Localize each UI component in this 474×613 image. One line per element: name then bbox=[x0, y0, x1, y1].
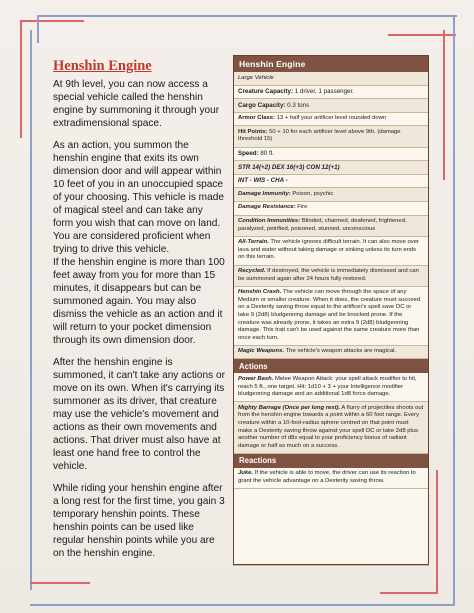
paragraph-summon: As an action, you summon the henshin engine that exits its own dimension door and will appear within 10 feet of you in an unoccupied space of your choosing. This vehicle is made of magical steel and can take any form you wish that can move on land. You are considered proficient when trying to drive this vehicle. If the henshin engine is more than 100 feet away from you for more than 15 minutes, it disappears but can be summoned again. You may also dismiss the vehicle as an action and it will return to your pocket dimension through its own dimension door. bbox=[53, 140, 225, 346]
trait-name: Recycled. bbox=[238, 268, 266, 274]
trait-name: Henshin Crash. bbox=[238, 289, 282, 296]
frame-line-blue-bottom bbox=[30, 604, 455, 606]
frame-line-red-top-left bbox=[20, 20, 22, 138]
trait-magic-weapons bbox=[234, 346, 428, 360]
action-text: A flurry of projectiles shoots out from the henshin engine towards a point within a 60 foot range. Every creature within a 10-foot-radius sphere centred on that point must make a Dexterity saving throw against your spell DC or take 2d8 plus another number of d8s equal to your proficiency bonus of radiant damage or half as much on a success. bbox=[238, 404, 424, 449]
creature-capacity bbox=[234, 86, 428, 100]
action-name: Power Bash. bbox=[238, 375, 274, 382]
vehicle-type-text: Large Vehicle bbox=[238, 74, 274, 81]
frame-line-red-bottom-left bbox=[30, 582, 90, 584]
armor-class-label: Armor Class: bbox=[238, 115, 275, 122]
armor-class bbox=[234, 113, 428, 127]
condition-immunities-value: Blinded, charmed, deafened, frightened, paralyzed, petrified, poisoned, stunned, unconscious bbox=[238, 218, 407, 232]
hit-points-label: Hit Points: bbox=[238, 128, 268, 135]
creature-capacity-label: Creature Capacity: bbox=[238, 88, 294, 96]
mental-abilities bbox=[234, 175, 428, 189]
trait-name: Magic Weapons. bbox=[238, 348, 285, 355]
left-column bbox=[53, 58, 225, 569]
damage-immunity bbox=[234, 188, 428, 202]
frame-line-red-top-right bbox=[388, 34, 456, 36]
reaction-text: If the vehicle is able to move, the driver can use its reaction to grant the vehicle advantage on a Dexterity saving throw. bbox=[238, 470, 416, 484]
speed-value: 80 ft. bbox=[258, 150, 275, 158]
reactions-header: Reactions bbox=[234, 454, 428, 468]
trait-text: The vehicle's weapon attacks are magical. bbox=[284, 348, 397, 355]
damage-resistance-value: Fire bbox=[295, 204, 308, 211]
vehicle-type bbox=[234, 72, 428, 86]
action-text: Melee Weapon Attack: your spell attack modifier to hit, reach 5 ft., one target. Hit: 1d10 + 3 + your Intelligence modifier bludgeoning damage and an additional 1d8 force damage. bbox=[238, 375, 417, 398]
trait-all-terrain bbox=[234, 237, 428, 266]
damage-resistance bbox=[234, 202, 428, 216]
damage-resistance-label: Damage Resistance: bbox=[238, 204, 296, 211]
condition-immunities-label: Condition Immunities: bbox=[238, 218, 301, 225]
condition-immunities bbox=[234, 216, 428, 237]
physical-abilities bbox=[234, 161, 428, 175]
trait-text: The vehicle ignores difficult terrain. It can also move over lava and water without taking damage or sinking unless its turn ends on this terrain. bbox=[238, 239, 419, 261]
section-title: Henshin Engine bbox=[53, 58, 152, 74]
trait-text: The vehicle can move through the space of any Medium or smaller creature. When it does, the creature must succeed on a Dexterity saving throw equal to the artificer's spell save DC or take 9 (2d8) bludgeoning damage and be knocked prone. If the creature was already prone, it takes an extra 9 (2d8) bludgeoning damage. This trait can't be used against the same creature more than once each turn. bbox=[238, 289, 421, 341]
physical-abilities-text: STR 14(+2) DEX 16(+3) CON 12(+1) bbox=[238, 163, 340, 171]
speed-label: Speed: bbox=[238, 150, 259, 158]
paragraph-driver: After the henshin engine is summoned, it can't take any actions or move on its own. When it's carrying its summoner as its driver, that creature may use the vehicle's movement and actions as their own movements and actions. That driver must also have at least one hand free to control the vehicle. bbox=[53, 357, 225, 472]
paragraph-henshin-points: While riding your henshin engine after a long rest for the first time, you gain 3 temporary henshin points. These henshin points can be used like regular henshin points while you are on the henshin engine. bbox=[53, 483, 225, 559]
frame-line-blue-top bbox=[37, 15, 457, 17]
cargo-capacity-value: 0.3 tons bbox=[285, 101, 310, 109]
armor-class-value: 13 + half your artificer level rounded down bbox=[275, 115, 387, 122]
trait-name: All-Terrain. bbox=[238, 239, 269, 246]
frame-line-red-right bbox=[443, 30, 445, 180]
hit-points-value: 50 + 10 for each artificer level above 9th. (damage threshold 15) bbox=[238, 128, 401, 143]
frame-line-red-bottom-right bbox=[436, 470, 438, 593]
trait-henshin-crash bbox=[234, 287, 428, 346]
stat-block-title: Henshin Engine bbox=[234, 56, 428, 72]
action-name: Mighty Barrage (Once per long rest). bbox=[238, 404, 341, 411]
actions-header: Actions bbox=[234, 359, 428, 373]
hit-points bbox=[234, 126, 428, 147]
frame-line-blue-top-left bbox=[37, 15, 39, 43]
frame-line-blue-right bbox=[453, 15, 455, 605]
frame-line-red-top bbox=[20, 20, 84, 22]
trait-recycled bbox=[234, 266, 428, 287]
cargo-capacity-label: Cargo Capacity: bbox=[238, 101, 286, 109]
frame-line-blue-left bbox=[30, 30, 32, 590]
trait-text: If destroyed, the vehicle is immediately dismissed and can be summoned again after 24 hours fully restored. bbox=[238, 268, 419, 282]
action-mighty-barrage bbox=[234, 402, 428, 454]
speed bbox=[234, 148, 428, 162]
reaction-name: Juke. bbox=[238, 470, 254, 477]
cargo-capacity bbox=[234, 99, 428, 113]
frame-line-red-bottom bbox=[380, 592, 438, 594]
damage-immunity-label: Damage Immunity: bbox=[238, 190, 291, 197]
damage-immunity-value: Poison, psychic bbox=[290, 190, 334, 197]
stat-block bbox=[233, 55, 429, 565]
reaction-juke bbox=[234, 468, 428, 489]
creature-capacity-value: 1 driver, 1 passenger. bbox=[293, 88, 354, 96]
mental-abilities-text: INT - WIS - CHA - bbox=[238, 177, 288, 185]
action-power-bash bbox=[234, 373, 428, 402]
paragraph-intro: At 9th level, you can now access a special vehicle called the henshin engine by summoning it through your extradimensional space. bbox=[53, 79, 220, 129]
